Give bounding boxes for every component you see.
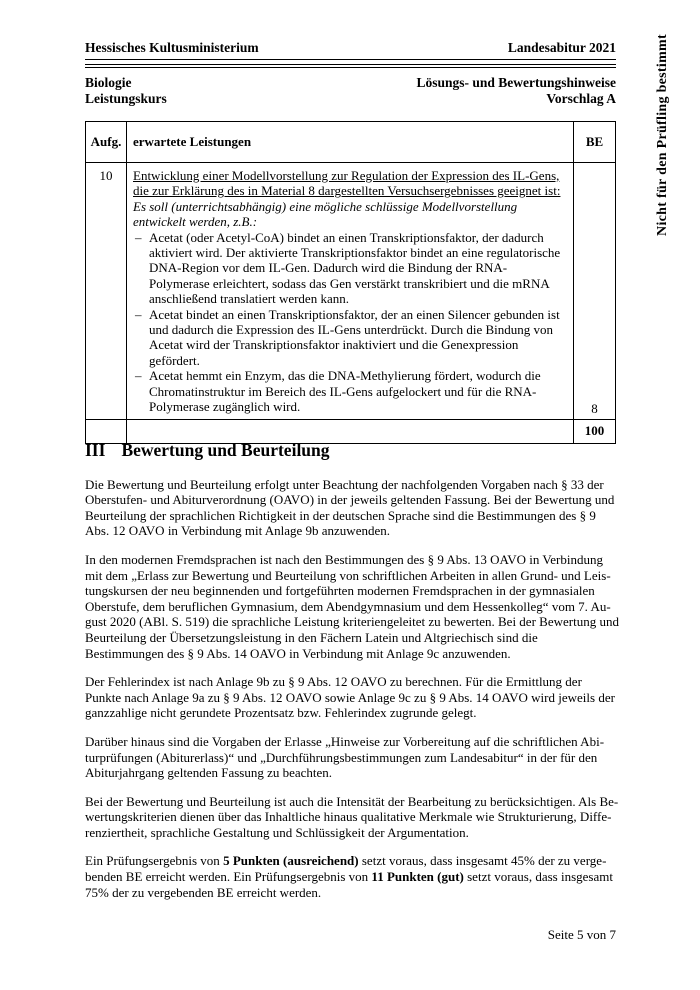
paragraph-oavo-general: Die Bewertung und Beurteilung erfolgt unter Beachtung der nachfolgenden Vorgaben nach § 33 der Oberstufen- und Abiturverordnung (OAVO) in der jeweils geltenden Fassung. Bei der Bewertung und Beurteilung der sprachlichen Richtigkeit in der deutschen Sprache sind die Bestimmungen des § 9 Abs. 12 OAVO in Verbindung mit Anlage 9b anzuwenden.	[85, 476, 615, 539]
task-intro-underlined: Entwicklung einer Modellvorstellung zur Regulation der Expression des IL-Gens, die zur Erklärung des in Material 8 dargestellten Versuchsergebnisses geeignet ist:	[133, 168, 561, 199]
exam-title: Landesabitur 2021	[507, 40, 616, 55]
proposal-label: Vorschlag A	[546, 91, 616, 106]
page-number-label: Seite 5 von 7	[547, 927, 616, 942]
section-number: III	[85, 440, 106, 460]
task-expected-performance	[127, 163, 574, 420]
paragraph-fremdsprachen: In den modernen Fremdsprachen ist nach den Bestimmungen des § 9 Abs. 13 OAVO in Verbindung mit dem „Erlass zur Bewertung und Beurteilung von schriftlichen Arbeiten in allen Grund- und Leistungskursen der neu beginnenden und fortgeführten modernen Fremdsprachen in der gymnasialen Oberstufe, dem beruflichen Gymnasium, dem Abendgymnasium und dem Hessenkolleg“ vom 7. August 2020 (ABl. S. 519) die sprachliche Leistung kriteriengeleitet zu bewerten. Bei der Bewertung und Beurteilung der Übersetzungsleistung in den Fächern Latein und Altgriechisch sind die Bestimmungen des § 9 Abs. 14 OAVO in Verbindung mit Anlage 9c anzuwenden.	[85, 551, 619, 661]
bold-11-punkte: 11 Punkten (gut)	[371, 869, 464, 885]
document-type-block	[416, 75, 616, 108]
dash-bullet-marker: –	[135, 229, 142, 245]
col-header-be: BE	[574, 122, 616, 163]
section-heading	[85, 440, 619, 460]
task-be-points: 8	[574, 163, 616, 420]
col-header-aufg: Aufg.	[86, 122, 127, 163]
ministry-name: Hessisches Kultusministerium	[85, 40, 259, 55]
task-note-italic: Es soll (unterrichtsabhängig) eine mögliche schlüssige Modellvorstellung entwickelt werden, z.B.:	[133, 198, 518, 230]
dash-bullet-marker: –	[135, 368, 142, 384]
page-footer	[85, 927, 616, 943]
header-double-rule	[85, 64, 616, 68]
task-number: 10	[86, 163, 127, 420]
list-item-text: Acetat hemmt ein Enzym, das die DNA-Methylierung fördert, wodurch die Chromatinstruktur im Bereich des IL-Gens aufgelockert und für die RNA-Polymerase zugänglich wird.	[149, 368, 541, 415]
text-segment: setzt voraus, dass insgesamt 45% der zu vergebenden BE erreicht werden. Ein Prüfungsergebnis von	[85, 853, 607, 885]
table-header-row	[86, 122, 616, 163]
list-item	[133, 230, 567, 307]
text-segment: Ein Prüfungsergebnis von	[85, 853, 224, 869]
list-item-text: Acetat (oder Acetyl-CoA) bindet an einen Transkriptionsfaktor, der dadurch aktiviert wird. Der aktivierte Transkriptionsfaktor bindet an eine regulatorische DNA-Region vor dem IL-Gen. Dadurch wird die Bindung der RNA-Polymerase erleichtert, sodass das Gen verstärkt transkribiert und die mRNA anschließend translatiert werden kann.	[149, 229, 561, 307]
table-row-task-10	[86, 163, 616, 420]
list-item	[133, 307, 567, 369]
list-item	[133, 368, 567, 414]
expected-performance-table	[85, 121, 616, 444]
side-note-vertical: Nicht für den Prüfling bestimmt	[655, 34, 670, 236]
course-level: Leistungskurs	[85, 91, 167, 106]
paragraph-punkteschwellen	[85, 853, 619, 900]
page-header	[85, 40, 616, 108]
list-item-text: Acetat bindet an einen Transkriptionsfaktor, der an einen Silencer gebunden ist und dadurch die Expression des IL-Gens unterdrückt. Durch die Bindung von Acetat wird der Transkriptionsfaktor inaktiviert und die Genexpression gefördert.	[149, 306, 560, 368]
subject-block	[85, 75, 167, 108]
dash-bullet-marker: –	[135, 306, 142, 322]
subject-name: Biologie	[85, 74, 132, 90]
text-segment: setzt voraus, dass insgesamt 75% der zu vergebenden BE erreicht werden.	[85, 869, 613, 900]
total-be-points: 100	[574, 419, 616, 443]
paragraph-erlasse: Darüber hinaus sind die Vorgaben der Erlasse „Hinweise zur Vorbereitung auf die schriftlichen Abiturprüfungen (Abiturerlass)“ und „Durchführungsbestimmungen zum Landesabitur“ in der für den Abiturjahrgang geltenden Fassung zu beachten.	[85, 733, 605, 781]
col-header-erwartete-leistungen: erwartete Leistungen	[127, 122, 574, 163]
section-title: Bewertung und Beurteilung	[121, 440, 330, 460]
paragraph-intensitaet: Bei der Bewertung und Beurteilung ist auch die Intensität der Bearbeitung zu berücksichtigen. Als Bewertungskriterien dienen über das Inhaltliche hinaus qualitative Merkmale wie Strukturierung, Differenziertheit, sprachliche Gestaltung und Schlüssigkeit der Argumentation.	[85, 793, 619, 840]
paragraph-fehlerindex: Der Fehlerindex ist nach Anlage 9b zu § 9 Abs. 12 OAVO zu berechnen. Für die Ermittlung der Punkte nach Anlage 9a zu § 9 Abs. 12 OAVO sowie Anlage 9c zu § 9 Abs. 14 OAVO wird jeweils der ganzzahlige nicht gerundete Prozentsatz bzw. Fehlerindex zugrunde gelegt.	[85, 674, 615, 721]
bold-5-punkte: 5 Punkten (ausreichend)	[223, 853, 359, 869]
header-top-row	[85, 40, 616, 60]
document-type: Lösungs- und Bewertungshinweise	[416, 74, 616, 90]
header-sub-row	[85, 75, 616, 108]
section-bewertung	[85, 440, 619, 913]
